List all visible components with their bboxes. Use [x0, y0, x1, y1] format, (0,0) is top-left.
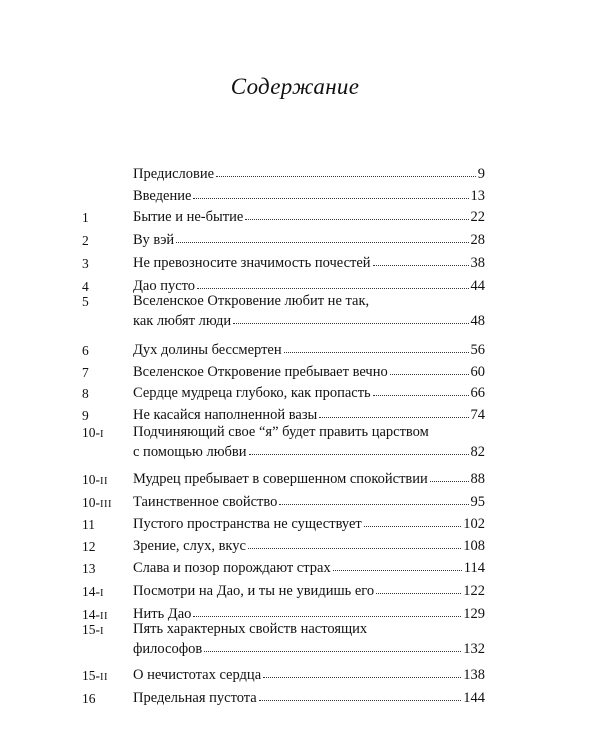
- toc-entry-title: Посмотри на Дао, и ты не увидишь его: [133, 583, 375, 599]
- toc-number-arabic: 14-: [82, 584, 100, 599]
- toc-entry-number: [82, 472, 108, 488]
- toc-page-number: 9: [477, 166, 485, 182]
- toc-page-number: 88: [470, 471, 485, 487]
- dot-leader: [245, 218, 468, 220]
- toc-entry-number: [82, 495, 112, 511]
- toc-entry-title: Введение: [133, 188, 192, 204]
- toc-number-arabic: 11: [82, 517, 95, 532]
- toc-entry-line: [133, 444, 485, 462]
- toc-entry-line: [133, 407, 485, 425]
- toc-number-arabic: 4: [82, 279, 89, 294]
- toc-entry-title: Пустого пространства не существует: [133, 516, 362, 532]
- dot-leader: [233, 322, 468, 324]
- toc-entry-line: [133, 583, 485, 601]
- toc-entry-line: [133, 641, 485, 659]
- toc-number-arabic: 13: [82, 561, 96, 576]
- toc-number-arabic: 10-: [82, 472, 100, 487]
- toc-entry-title: с помощью любви: [133, 444, 247, 460]
- toc-entry-number: [82, 607, 108, 623]
- toc-page-number: 138: [463, 667, 485, 683]
- toc-number-roman: II: [100, 611, 108, 622]
- toc-number-roman: I: [100, 626, 104, 637]
- dot-leader: [197, 287, 468, 289]
- dot-leader: [319, 416, 468, 418]
- toc-entry-number: [82, 210, 89, 226]
- toc-page-number: 132: [463, 641, 485, 657]
- toc-entry-title: Ву вэй: [133, 232, 175, 248]
- toc-number-arabic: 8: [82, 386, 89, 401]
- toc-entry-line: [133, 209, 485, 227]
- toc-entry-title: Вселенское Откровение пребывает вечно: [133, 364, 388, 380]
- toc-page-number: 144: [463, 690, 485, 706]
- toc-entry-number: [82, 256, 89, 272]
- toc-number-roman: I: [100, 588, 104, 599]
- toc-entry-title-line1: Подчиняющий свое “я” будет править царством: [133, 424, 429, 440]
- dot-leader: [373, 394, 469, 396]
- toc-number-roman: III: [100, 499, 112, 510]
- toc-number-roman: II: [100, 672, 108, 683]
- toc-entry-number: [82, 408, 89, 424]
- toc-entry-line: [133, 342, 485, 360]
- dot-leader: [259, 699, 462, 701]
- toc-number-arabic: 9: [82, 408, 89, 423]
- toc-entry-line: [133, 364, 485, 382]
- dot-leader: [249, 453, 469, 455]
- toc-entry-title: Не касайся наполненной вазы: [133, 407, 318, 423]
- toc-entry-number: [82, 691, 96, 707]
- toc-entry-line: [133, 471, 485, 489]
- dot-leader: [284, 351, 469, 353]
- toc-page-number: 28: [470, 232, 485, 248]
- toc-number-arabic: 3: [82, 256, 89, 271]
- toc-entry-title-line1: Вселенское Откровение любит не так,: [133, 293, 370, 309]
- toc-number-roman: II: [100, 476, 108, 487]
- page-title: Содержание: [230, 74, 360, 99]
- toc-number-arabic: 10-: [82, 425, 100, 440]
- toc-entry-number: [82, 365, 89, 381]
- toc-entry-number: [82, 425, 104, 441]
- toc-number-arabic: 14-: [82, 607, 100, 622]
- dot-leader: [263, 676, 461, 678]
- toc-number-arabic: 10-: [82, 495, 100, 510]
- dot-leader: [390, 373, 469, 375]
- toc-entry-line: [133, 538, 485, 556]
- toc-page-number: 114: [463, 560, 485, 576]
- toc-page-number: 22: [470, 209, 485, 225]
- dot-leader: [279, 503, 468, 505]
- toc-number-arabic: 6: [82, 343, 89, 358]
- toc-entry-number: [82, 343, 89, 359]
- toc-entry-number: [82, 668, 108, 684]
- toc-entry-line: [133, 560, 485, 578]
- toc-page-number: 56: [470, 342, 485, 358]
- toc-entry-title: О нечистотах сердца: [133, 667, 262, 683]
- toc-entry-line: [133, 255, 485, 273]
- toc-page-number: 95: [470, 494, 485, 510]
- toc-number-arabic: 16: [82, 691, 96, 706]
- toc-entry-title: философов: [133, 641, 203, 657]
- toc-number-arabic: 2: [82, 233, 89, 248]
- toc-entry-title: Дао пусто: [133, 278, 196, 294]
- toc-page-number: 108: [463, 538, 485, 554]
- toc-number-roman: I: [100, 429, 104, 440]
- dot-leader: [248, 547, 461, 549]
- toc-entry-line: [133, 385, 485, 403]
- toc-entry-line: [133, 667, 485, 685]
- toc-page-number: 129: [463, 606, 485, 622]
- toc-entry-title: Не превозносите значимость почестей: [133, 255, 371, 271]
- dot-leader: [376, 592, 461, 594]
- toc-page-number: 38: [470, 255, 485, 271]
- toc-entry-number: [82, 584, 104, 600]
- toc-entry-line: [133, 690, 485, 708]
- toc-entry-title: Предисловие: [133, 166, 215, 182]
- toc-entry-line: [133, 188, 485, 206]
- toc-entry-number: [82, 294, 89, 310]
- toc-entry-title: Предельная пустота: [133, 690, 257, 706]
- toc-number-arabic: 5: [82, 294, 89, 309]
- toc-entry-line: [133, 232, 485, 250]
- toc-number-arabic: 15-: [82, 622, 100, 637]
- toc-entry-title: Слава и позор порождают страх: [133, 560, 331, 576]
- toc-page-number: 60: [470, 364, 485, 380]
- dot-leader: [216, 175, 476, 177]
- toc-entry-title-line1: Пять характерных свойств настоящих: [133, 621, 368, 637]
- toc-page-number: 82: [470, 444, 485, 460]
- toc-number-arabic: 7: [82, 365, 89, 380]
- toc-entry-title: Мудрец пребывает в совершенном спокойствии: [133, 471, 428, 487]
- toc-entry-number: [82, 561, 96, 577]
- toc-entry-title: Дух долины бессмертен: [133, 342, 282, 358]
- toc-page-number: 48: [470, 313, 485, 329]
- toc-entry-title: Таинственное свойство: [133, 494, 278, 510]
- toc-entry-line: [133, 166, 485, 184]
- dot-leader: [176, 241, 468, 243]
- toc-page-number: 102: [463, 516, 485, 532]
- toc-page-number: 74: [470, 407, 485, 423]
- toc-entry-line: [133, 516, 485, 534]
- toc-page-number: 66: [470, 385, 485, 401]
- toc-number-arabic: 12: [82, 539, 96, 554]
- dot-leader: [193, 615, 461, 617]
- toc-entry-line: [133, 313, 485, 331]
- toc-entry-number: [82, 517, 95, 533]
- toc-entry-number: [82, 279, 89, 295]
- toc-number-arabic: 1: [82, 210, 89, 225]
- toc-entry-title: как любят люди: [133, 313, 232, 329]
- toc-number-arabic: 15-: [82, 668, 100, 683]
- dot-leader: [373, 264, 469, 266]
- toc-entry-title: Зрение, слух, вкус: [133, 538, 246, 554]
- dot-leader: [333, 569, 462, 571]
- toc-page-number: 44: [470, 278, 485, 294]
- toc-entry-number: [82, 386, 89, 402]
- toc-entry-title: Бытие и не-бытие: [133, 209, 244, 225]
- toc-page-number: 13: [470, 188, 485, 204]
- toc-entry-number: [82, 622, 104, 638]
- toc-entry-number: [82, 539, 96, 555]
- toc-entry-title: Сердце мудреца глубоко, как пропасть: [133, 385, 371, 401]
- dot-leader: [364, 525, 461, 527]
- toc-entry-line: [133, 494, 485, 512]
- toc-page-number: 122: [463, 583, 485, 599]
- toc-entry-title: Нить Дао: [133, 606, 192, 622]
- dot-leader: [193, 197, 468, 199]
- toc-entry-number: [82, 233, 89, 249]
- dot-leader: [204, 650, 461, 652]
- dot-leader: [430, 480, 469, 482]
